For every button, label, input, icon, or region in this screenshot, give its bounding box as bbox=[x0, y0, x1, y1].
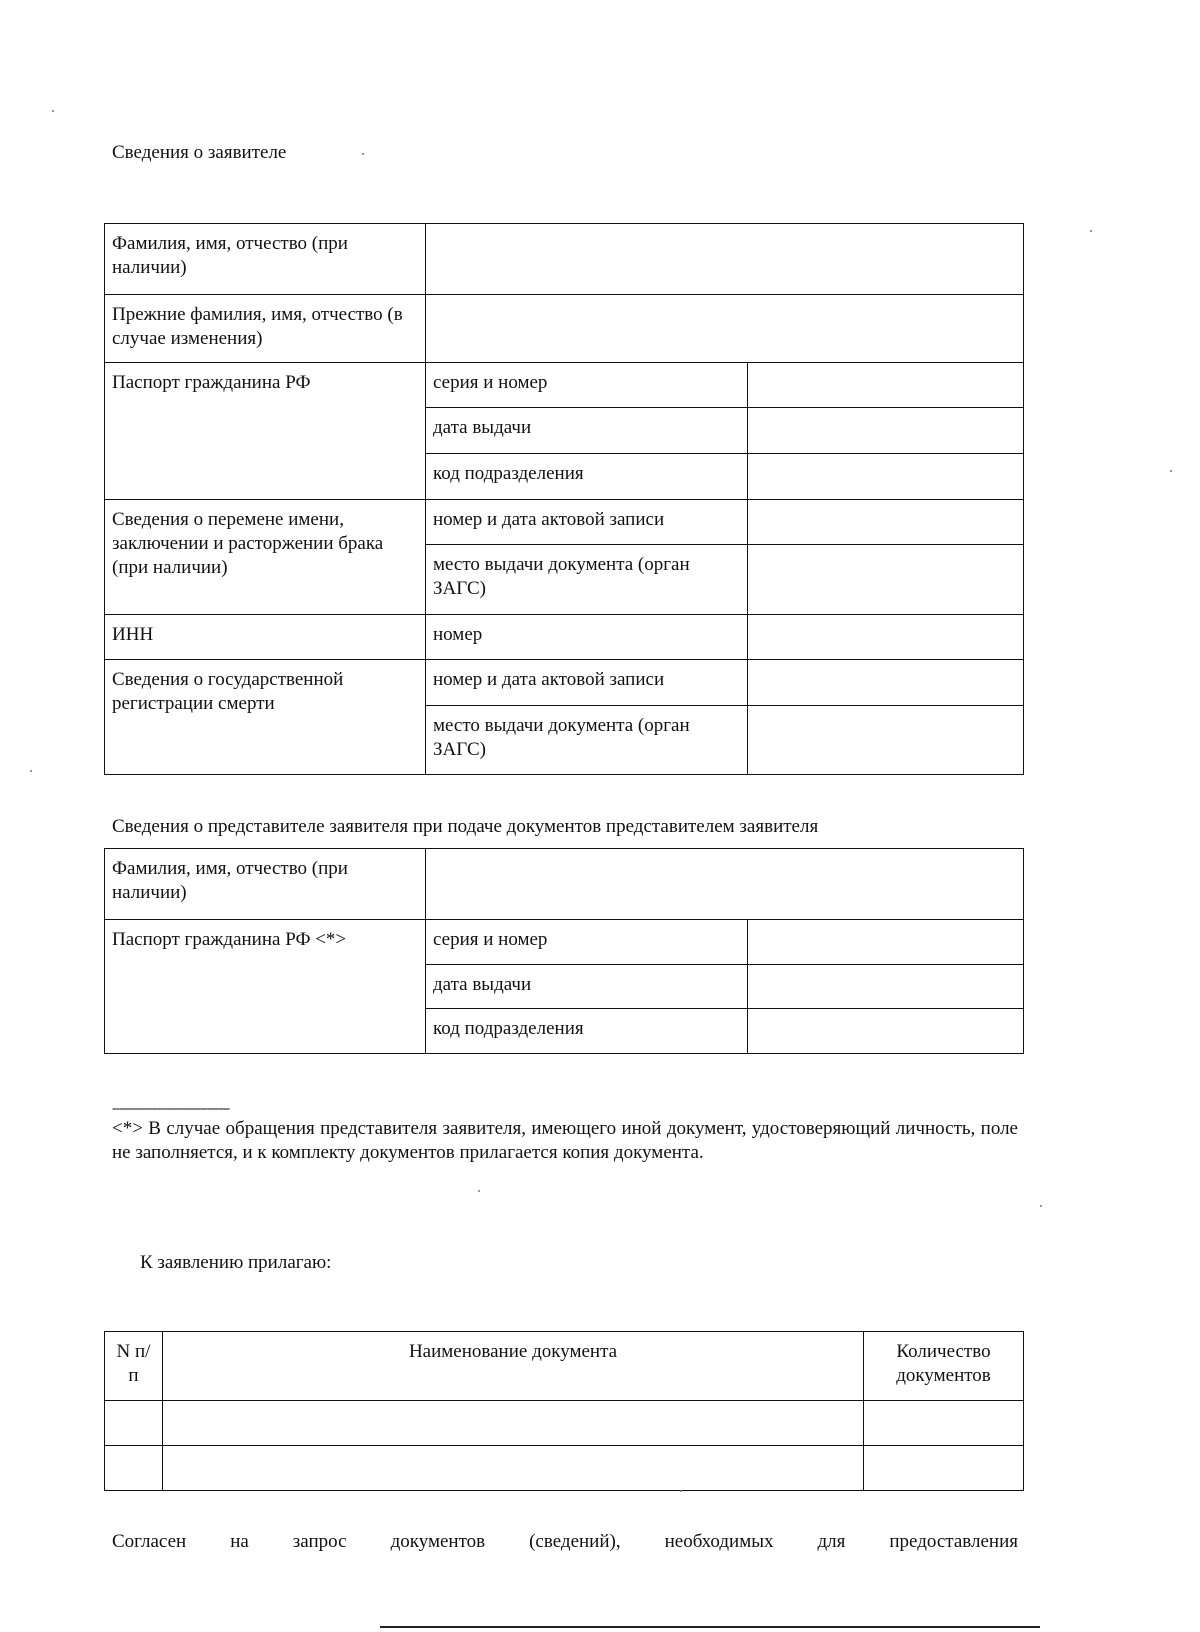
applicant-issue-place-label: место выдачи документа (орган ЗАГС) bbox=[426, 545, 748, 615]
representative-passport-series-label: серия и номер bbox=[426, 920, 748, 965]
scan-speck bbox=[1040, 1205, 1042, 1207]
applicant-death-issue-place-label: место выдачи документа (орган ЗАГС) bbox=[426, 706, 748, 775]
applicant-passport-series-label: серия и номер bbox=[426, 363, 748, 408]
scan-speck bbox=[52, 110, 54, 112]
scan-speck bbox=[680, 1490, 682, 1492]
scan-speck bbox=[1090, 230, 1092, 232]
attachment-count-cell[interactable] bbox=[864, 1401, 1024, 1446]
representative-passport-date-field[interactable] bbox=[748, 965, 1024, 1009]
representative-passport-series-field[interactable] bbox=[748, 920, 1024, 965]
applicant-passport-label: Паспорт гражданина РФ bbox=[105, 363, 426, 500]
attachments-table bbox=[104, 1331, 1024, 1491]
attachment-name-cell[interactable] bbox=[163, 1401, 864, 1446]
representative-fio-field[interactable] bbox=[426, 849, 1024, 920]
representative-passport-code-label: код подразделения bbox=[426, 1009, 748, 1054]
scan-speck bbox=[1170, 470, 1172, 472]
applicant-death-act-record-label: номер и дата актовой записи bbox=[426, 660, 748, 706]
applicant-passport-code-label: код подразделения bbox=[426, 454, 748, 500]
column-header-count: Количество документов bbox=[864, 1332, 1024, 1401]
consent-text: Согласен на запрос документов (сведений), необходимых для предоставления bbox=[112, 1531, 1018, 1552]
scan-speck bbox=[30, 770, 32, 772]
applicant-passport-date-field[interactable] bbox=[748, 408, 1024, 454]
applicant-fio-label: Фамилия, имя, отчество (при наличии) bbox=[105, 224, 426, 295]
footnote-separator: -------------------------------- bbox=[112, 1101, 230, 1116]
column-header-name: Наименование документа bbox=[163, 1332, 864, 1401]
representative-passport-date-label: дата выдачи bbox=[426, 965, 748, 1009]
scan-speck bbox=[362, 153, 364, 155]
representative-heading: Сведения о представителе заявителя при подаче документов представителем заявителя bbox=[112, 816, 819, 837]
applicant-passport-code-field[interactable] bbox=[748, 454, 1024, 500]
applicant-table bbox=[104, 223, 1024, 775]
attachment-count-cell[interactable] bbox=[864, 1446, 1024, 1491]
applicant-act-record-field[interactable] bbox=[748, 500, 1024, 545]
applicant-act-record-label: номер и дата актовой записи bbox=[426, 500, 748, 545]
table-row bbox=[105, 295, 1024, 363]
scan-speck bbox=[478, 1190, 480, 1192]
table-row bbox=[105, 920, 1024, 965]
applicant-death-issue-place-field[interactable] bbox=[748, 706, 1024, 775]
applicant-prev-fio-field[interactable] bbox=[426, 295, 1024, 363]
applicant-death-label: Сведения о государственной регистрации смерти bbox=[105, 660, 426, 775]
representative-fio-label: Фамилия, имя, отчество (при наличии) bbox=[105, 849, 426, 920]
attachments-heading: К заявлению прилагаю: bbox=[140, 1252, 332, 1273]
applicant-inn-label: ИНН bbox=[105, 615, 426, 660]
applicant-passport-date-label: дата выдачи bbox=[426, 408, 748, 454]
table-row bbox=[105, 660, 1024, 706]
attachment-name-cell[interactable] bbox=[163, 1446, 864, 1491]
applicant-prev-fio-label: Прежние фамилия, имя, отчество (в случае изменения) bbox=[105, 295, 426, 363]
attachment-number-cell[interactable] bbox=[105, 1446, 163, 1491]
table-row bbox=[105, 1401, 1024, 1446]
column-header-number: N п/п bbox=[105, 1332, 163, 1401]
attachment-number-cell[interactable] bbox=[105, 1401, 163, 1446]
applicant-passport-series-field[interactable] bbox=[748, 363, 1024, 408]
table-row bbox=[105, 615, 1024, 660]
applicant-issue-place-field[interactable] bbox=[748, 545, 1024, 615]
applicant-heading: Сведения о заявителе bbox=[112, 142, 287, 163]
footnote-text: <*> В случае обращения представителя заявителя, имеющего иной документ, удостоверяющий личность, поле не заполняется, и к комплекту документов прилагается копия документа. bbox=[112, 1118, 1018, 1163]
representative-table bbox=[104, 848, 1024, 1054]
applicant-inn-field[interactable] bbox=[748, 615, 1024, 660]
table-row bbox=[105, 1332, 1024, 1401]
applicant-namechange-label: Сведения о перемене имени, заключении и расторжении брака (при наличии) bbox=[105, 500, 426, 615]
applicant-inn-number-label: номер bbox=[426, 615, 748, 660]
representative-passport-label: Паспорт гражданина РФ <*> bbox=[105, 920, 426, 1054]
applicant-fio-field[interactable] bbox=[426, 224, 1024, 295]
table-row bbox=[105, 1446, 1024, 1491]
table-row bbox=[105, 500, 1024, 545]
table-row bbox=[105, 224, 1024, 295]
applicant-death-act-record-field[interactable] bbox=[748, 660, 1024, 706]
table-row bbox=[105, 849, 1024, 920]
scan-edge-line bbox=[380, 1626, 1040, 1628]
table-row bbox=[105, 363, 1024, 408]
representative-passport-code-field[interactable] bbox=[748, 1009, 1024, 1054]
